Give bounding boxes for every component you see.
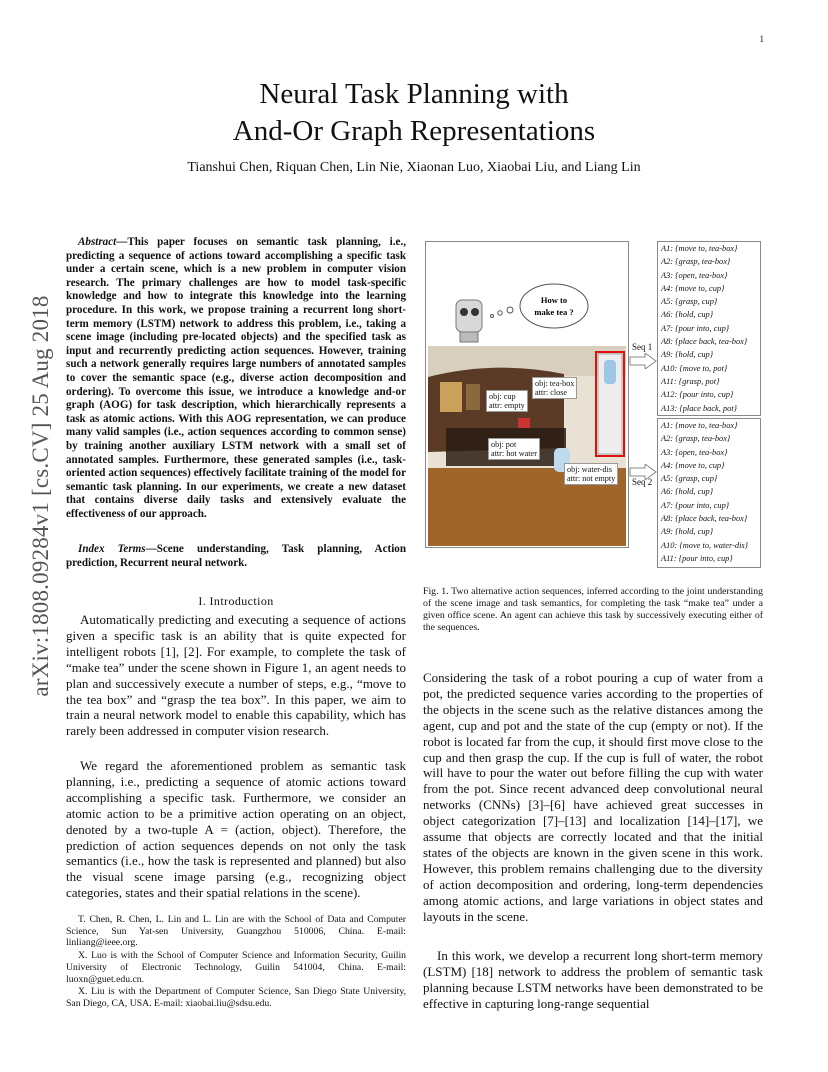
seq1-action: A11: {grasp, pot} xyxy=(661,376,720,386)
seq1-action: A13: {place back, pot} xyxy=(661,403,738,413)
abstract-label: Abstract xyxy=(78,236,117,248)
label-teabox xyxy=(532,377,577,399)
title-line-2: And-Or Graph Representations xyxy=(232,115,596,147)
seq1-action: A2: {grasp, tea-box} xyxy=(661,257,731,267)
seq2-action: A2: {grasp, tea-box} xyxy=(661,434,731,444)
abstract xyxy=(66,236,406,521)
seq2-action: A7: {pour into, cup} xyxy=(661,500,730,510)
arxiv-stamp-text: arXiv:1808.09284v1 [cs.CV] 25 Aug 2018 xyxy=(28,295,53,697)
section-heading: I. Introduction xyxy=(198,594,274,608)
seq1-action: A6: {hold, cup} xyxy=(661,310,714,320)
figure-1 xyxy=(425,241,765,578)
figure-caption: Fig. 1. Two alternative action sequences, inferred according to the joint understanding of the scene image and task semantics, for completing the task “make tea” under a given office scene. An agent can achieve this task by successively executing either of the sequences. xyxy=(423,586,763,633)
label-cup xyxy=(486,390,528,412)
seq2-action: A6: {hold, cup} xyxy=(661,487,714,497)
seq1-action: A12: {pour into, cup} xyxy=(661,390,734,400)
scene-image xyxy=(425,241,629,548)
seq2-action: A8: {place back, tea-box} xyxy=(661,514,748,524)
svg-text:make tea ?: make tea ? xyxy=(534,307,574,317)
label-water-dispenser xyxy=(564,463,618,485)
intro-paragraph-1: Automatically predicting and executing a sequence of actions given a specific task is an ability that is quite expected for intelligent robots [1], [2]. For example, to complete the task of “make tea” under the scene shown in Figure 1, an agent needs to plan and successively execute a number of steps, e.g., “move to the tea box” and “grasp the tea box”. In this paper, we aim to train a neural network model to enable this capability, which has rarely been addressed in computer vision research. xyxy=(66,612,406,739)
seq1-action: A5: {grasp, cup} xyxy=(661,297,718,307)
index-terms-label: Index Terms xyxy=(78,543,146,555)
thought-bubble-text: How to xyxy=(540,295,568,305)
seq2-arrow-icon xyxy=(629,464,657,480)
seq1-action: A10: {move to, pot} xyxy=(661,363,728,373)
intro-paragraph-2: We regard the aforementioned problem as semantic task planning, i.e., predicting a sequence of atomic actions toward accomplishing a specific task. Furthermore, we consider an atomic action to be a primitive action operating on an object, denoted by a two-tuple A = (action, object). Therefore, the prediction of action sequences depends on not only the task semantics (i.e., how the task is represented and planned) but also the visual scene image parsing (e.g., recognizing object categories, states and their spatial relations in the scene). xyxy=(66,758,406,901)
seq2-action: A4: {move to, cup} xyxy=(661,460,725,470)
label-water-text: obj: water-dis attr: not empty xyxy=(567,465,616,483)
author-list: Tianshui Chen, Riquan Chen, Lin Nie, Xiaonan Luo, Xiaobai Liu, and Liang Lin xyxy=(187,160,641,175)
robot-icon xyxy=(456,300,482,342)
seq1-action: A9: {hold, cup} xyxy=(661,350,714,360)
seq1-action: A7: {pour into, cup} xyxy=(661,323,730,333)
seq1-action: A4: {move to, cup} xyxy=(661,283,725,293)
index-terms-text: —Scene understanding, Task planning, Action prediction, Recurrent neural network. xyxy=(66,543,406,569)
footnotes xyxy=(66,914,406,1011)
label-teabox-text: obj: tea-box attr: close xyxy=(535,379,575,397)
seq2-action: A3: {open, tea-box} xyxy=(661,447,728,457)
seq1-action: A1: {move to, tea-box} xyxy=(661,244,738,253)
seq2-action: A9: {hold, cup} xyxy=(661,527,714,537)
paper-title xyxy=(0,76,828,150)
seq2-label: Seq 2 xyxy=(632,477,653,487)
seq1-arrow-icon xyxy=(629,353,657,369)
seq2-action: A11: {pour into, cup} xyxy=(661,553,733,563)
arxiv-stamp xyxy=(20,236,62,756)
body-paragraph-col2-2: In this work, we develop a recurrent long short-term memory (LSTM) [18] network to address the problem of semantic task planning because LSTM networks have been demonstrated to be effective in capturing long-range sequential xyxy=(423,948,763,1011)
seq2-action-list xyxy=(657,418,761,568)
seq2-action: A5: {grasp, cup} xyxy=(661,474,718,484)
title-line-1: Neural Task Planning with xyxy=(259,78,569,110)
seq1-action: A8: {place back, tea-box} xyxy=(661,337,748,347)
body-paragraph-col2-1: Considering the task of a robot pouring a cup of water from a pot, the predicted sequence varies according to the properties of the objects in the scene such as the relative distances among the agent, cup and pot and the state of the cup (empty or not). If the robot is located far from the cup, it should first move close to the cup and then grasp the cup. If the cup is full of water, the robot will have to pour the water out before filling the cup with water from the pot. Since recent advanced deep convolutional neural networks (CNNs) [3]–[6] have achieved great successes in object categorization [7]–[13] and localization [14]–[17], we assume that objects are correctly located and that the initial states of the objects are known in the given scene in this work. However, this problem remains challenging due to the diversity of action decomposition and ordering, long-term dependencies among atomic actions, and large variations in object states and layouts in the scene. xyxy=(423,670,763,924)
footnote-3: X. Liu is with the Department of Computer Science, San Diego State University, San Diego, CA, USA. E-mail: xiaobai.liu@sdsu.edu. xyxy=(66,986,406,1009)
label-pot-text: obj: pot attr: hot water xyxy=(491,440,537,458)
label-cup-text: obj: cup attr: empty xyxy=(489,392,525,410)
seq1-action: A3: {open, tea-box} xyxy=(661,270,728,280)
seq2-action: A1: {move to, tea-box} xyxy=(661,421,738,430)
abstract-text: —This paper focuses on semantic task planning, i.e., predicting a sequence of actions toward accomplishing a specific task under a certain scene, which is a new problem in computer vision research. The primary challenges are how to model task-specific knowledge and how to integrate this knowledge into the learning procedure. In this work, we propose training a recurrent long short-term memory (LSTM) network to address this problem, i.e., taking a scene image (including pre-located objects) and the specified task as input and recurrently predicting action sequences. However, training such a network generally requires large numbers of annotated samples to cover the semantic space (e.g., diverse action decomposition and ordering). To overcome this issue, we introduce a knowledge and-or graph (AOG) for task description, which hierarchically represents a task as atomic actions. With this AOG representation, we can produce many valid samples (i.e., action sequences according to common sense) by training another auxiliary LSTM network with a small set of annotated samples. Furthermore, these generated samples (i.e., task-oriented action sequences) effectively facilitate training of the model for semantic task planning. In our experiments, we create a new dataset that contains diverse daily tasks and extensively evaluate the effectiveness of our approach. xyxy=(66,236,406,520)
seq1-label: Seq 1 xyxy=(632,342,653,352)
footnote-1: T. Chen, R. Chen, L. Lin and L. Lin are with the School of Data and Computer Science, Sun Yat-sen University, Guangzhou 510006, China. E-mail: linliang@ieee.org. xyxy=(66,914,406,949)
label-pot xyxy=(488,438,540,460)
page-number: 1 xyxy=(759,34,764,44)
footnote-2: X. Luo is with the School of Computer Science and Information Security, Guilin University of Electronic Technology, Guilin 541004, China. E-mail: luoxn@guet.edu.cn. xyxy=(66,950,406,985)
seq1-action-list xyxy=(657,241,761,416)
index-terms xyxy=(66,543,406,570)
seq2-action: A10: {move to, water-dis} xyxy=(661,540,749,550)
